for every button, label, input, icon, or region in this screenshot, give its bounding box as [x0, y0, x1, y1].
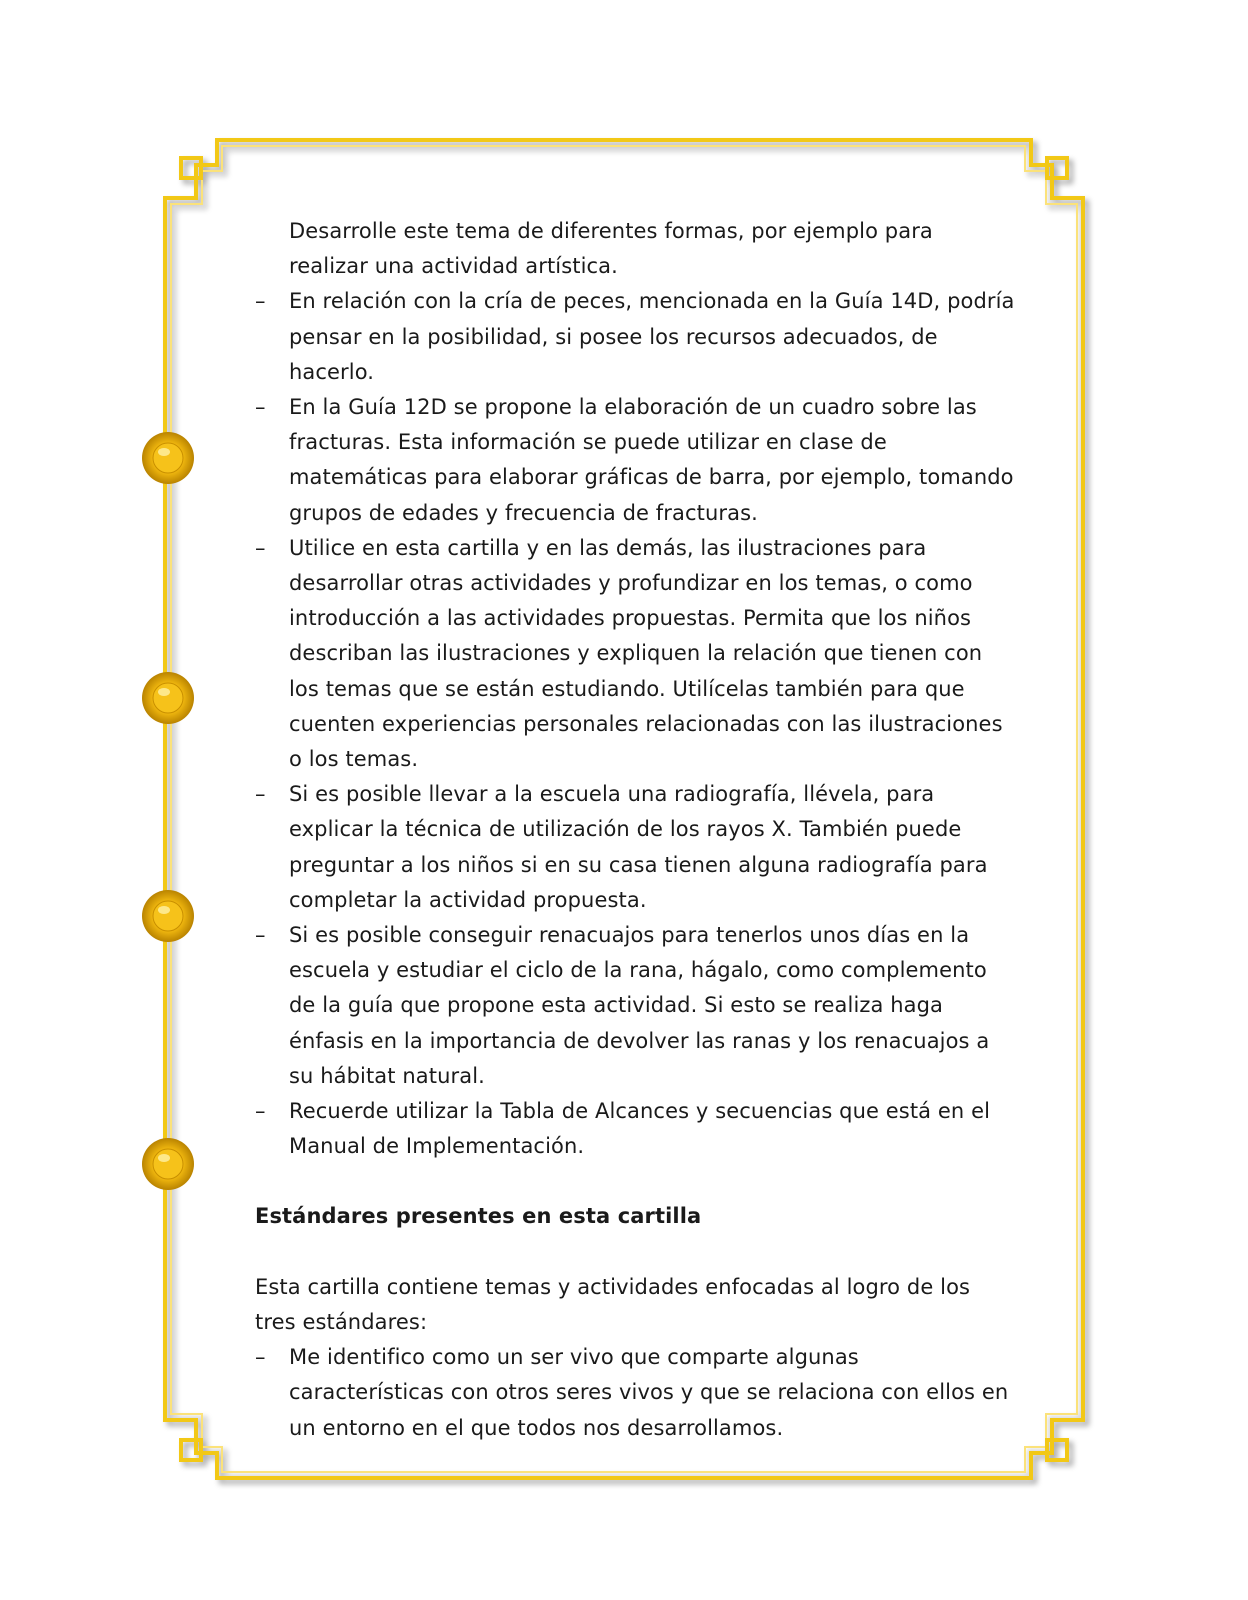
page-content: [255, 214, 1015, 1446]
dash-marker: –: [255, 289, 266, 314]
intro-continuation: Desarrolle este tema de diferentes formas, por ejemplo para realizar una actividad artística.: [289, 219, 933, 279]
recommendation-list: [255, 284, 1015, 1164]
dash-marker: –: [255, 1345, 266, 1370]
dash-marker: –: [255, 923, 266, 948]
gold-bead-icon: [140, 430, 196, 486]
list-item: – Si es posible conseguir renacuajos para tenerlos unos días en la escuela y estudiar el ciclo de la rana, hágalo, como complemento de la guía que propone esta actividad. Si esto se realiza haga énfasis en la importancia de devolver las ranas y los renacuajos a su hábitat natural.: [255, 918, 1015, 1094]
dash-marker: –: [255, 395, 266, 420]
section-intro: Esta cartilla contiene temas y actividades enfocadas al logro de los tres estándares:: [255, 1274, 971, 1334]
dash-marker: –: [255, 782, 266, 807]
dash-marker: –: [255, 1099, 266, 1124]
list-item: – Si es posible llevar a la escuela una radiografía, llévela, para explicar la técnica de utilización de los rayos X. También puede preguntar a los niños si en su casa tienen alguna radiografía para completar la actividad propuesta.: [255, 777, 1015, 918]
gold-bead-icon: [140, 670, 196, 726]
gold-bead-icon: [140, 1136, 196, 1192]
list-item: – En relación con la cría de peces, mencionada en la Guía 14D, podría pensar en la posibilidad, si posee los recursos adecuados, de hacerlo.: [255, 284, 1015, 390]
standards-list: [255, 1340, 1015, 1446]
list-item: – Recuerde utilizar la Tabla de Alcances y secuencias que está en el Manual de Implementación.: [255, 1094, 1015, 1164]
list-item: – Utilice en esta cartilla y en las demás, las ilustraciones para desarrollar otras actividades y profundizar en los temas, o como introducción a las actividades propuestas. Permita que los niños describan las ilustraciones y expliquen la relación que tienen con los temas que se están estudiando. Utilícelas también para que cuenten experiencias personales relacionadas con las ilustraciones o los temas.: [255, 531, 1015, 777]
list-item: – En la Guía 12D se propone la elaboración de un cuadro sobre las fracturas. Esta información se puede utilizar en clase de matemáticas para elaborar gráficas de barra, por ejemplo, tomando grupos de edades y frecuencia de fracturas.: [255, 390, 1015, 531]
dash-marker: –: [255, 535, 266, 560]
gold-bead-icon: [140, 888, 196, 944]
section-heading: Estándares presentes en esta cartilla: [255, 1204, 702, 1229]
list-item: – Me identifico como un ser vivo que comparte algunas características con otros seres vivos y que se relaciona con ellos en un entorno en el que todos nos desarrollamos.: [255, 1340, 1015, 1446]
